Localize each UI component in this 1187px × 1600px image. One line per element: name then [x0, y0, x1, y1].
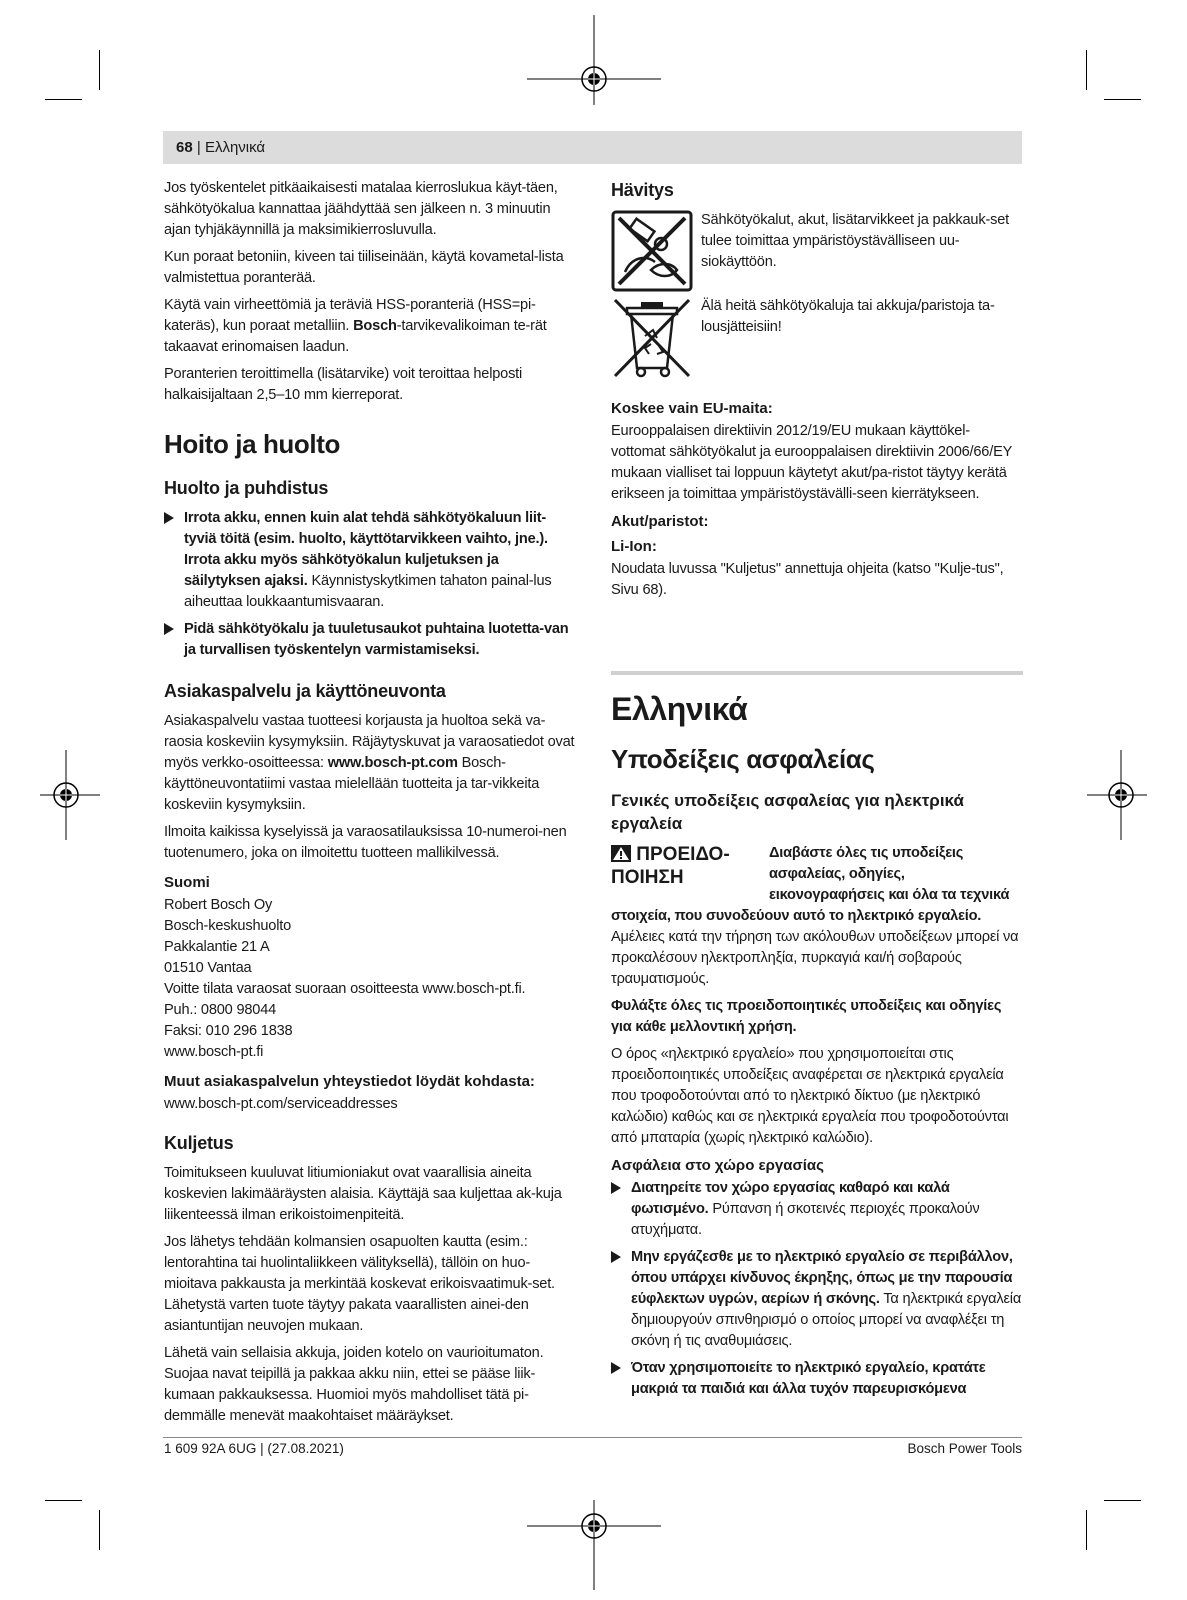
- address-line: www.bosch-pt.fi: [164, 1044, 264, 1060]
- paragraph: Sähkötyökalut, akut, lisätarvikkeet ja pakkauk-set tulee toimittaa ympäristöystävälliseen uu-siokäyttöön.: [701, 212, 1009, 270]
- language-section-title: Ελληνικά: [611, 691, 748, 727]
- address-line: Puh.: 0800 98044: [164, 1002, 277, 1018]
- list-item: Μην εργάζεσθε με το ηλεκτρικό εργαλείο σε περιβάλλον, όπου υπάρχει κίνδυνος έκρηξης, όπως με την παρουσία εύφλεκτων υγρών, αερίων ή σκόνης. Τα ηλεκτρικά εργαλεία δημιουργούν σπινθηρισμό ο οποίος μπορεί να αναφλέξει τη σκόνη ή τις αναθυμιάσεις.: [611, 1247, 1023, 1352]
- address-line: Bosch-keskushuolto: [164, 918, 292, 934]
- footer-brand: Bosch Power Tools: [907, 1441, 1022, 1456]
- address-line: Pakkalantie 21 A: [164, 939, 270, 955]
- country-title: Suomi: [164, 874, 210, 891]
- footer-doc-number: 1 609 92A 6UG | (27.08.2021): [164, 1441, 344, 1456]
- subsection-title: Huolto ja puhdistus: [164, 478, 329, 498]
- eu-title: Koskee vain EU-maita:: [611, 400, 773, 417]
- brand-name: Bosch: [353, 318, 397, 334]
- paragraph: Toimitukseen kuuluvat litiumioniakut ovat vaarallisia aineita koskevien lakimääräysten alaisia. Käyttäjä saa kuljettaa ak-kuja liikenteessä ilman erikoistoimenpiteitä.: [164, 1165, 562, 1223]
- page-number: 68: [176, 139, 193, 156]
- warning-triangle-icon: [611, 845, 631, 862]
- address-line: Robert Bosch Oy: [164, 897, 273, 913]
- address-line: Voitte tilata varaosat suoraan osoitteesta www.bosch-pt.fi.: [164, 981, 526, 997]
- registration-mark-icon: [527, 15, 661, 105]
- section-divider: [611, 671, 1023, 675]
- paragraph: Poranterien teroittimella (lisätarvike) voit teroittaa helposti halkaisijaltaan 2,5–10 mm kierreporat.: [164, 366, 523, 403]
- paragraph: Kun poraat betoniin, kiveen tai tiiliseinään, käytä kovametal-lista valmistettua poranterää.: [164, 249, 564, 286]
- list-item: Όταν χρησιμοποιείτε το ηλεκτρικό εργαλείο, κρατάτε μακριά τα παιδιά και άλλα τυχόν παρευρισκόμενα: [611, 1358, 1023, 1400]
- crossed-bin-icon: [611, 296, 693, 378]
- warning-text: Διαβάστε όλες τις υποδείξεις ασφαλείας, οδηγίες, εικονογραφήσεις και όλα τα τεχνικά στοιχεία, που συνοδεύουν αυτό το ηλεκτρικό εργαλείο. Αμέλειες κατά την τήρηση των ακόλουθων υποδείξεων μπορεί να προκαλέσουν ηλεκτροπληξία, πυρκαγιά και/ή σοβαρούς τραυματισμούς.: [611, 845, 1019, 987]
- crop-mark: [1104, 99, 1141, 100]
- crop-mark: [45, 1500, 82, 1501]
- paragraph: Φυλάξτε όλες τις προειδοποιητικές υποδείξεις και οδηγίες για κάθε μελλοντική χρήση.: [611, 998, 1002, 1035]
- subsection-title: Hävitys: [611, 180, 674, 200]
- header-separator: |: [196, 139, 201, 156]
- crop-mark: [1086, 50, 1087, 90]
- link[interactable]: www.bosch-pt.com: [327, 755, 458, 771]
- crop-mark: [99, 50, 100, 90]
- batteries-title: Akut/paristot:: [611, 513, 709, 530]
- list-item: Pidä sähkötyökalu ja tuuletusaukot puhtaina luotetta-van ja turvallisen työskentelyn varmistamiseksi.: [164, 619, 576, 661]
- subsection-title: Kuljetus: [164, 1133, 234, 1153]
- crop-mark: [1104, 1500, 1141, 1501]
- paragraph: Lähetä vain sellaisia akkuja, joiden kotelo on vaurioitumaton. Suojaa navat teipillä ja pakkaa akku niin, ettei se pääse liik-kumaan pakkauksessa. Huomioi myös mahdolliset tätä pi-demmälle menevät maakohtaiset määräykset.: [164, 1345, 544, 1424]
- crop-mark: [1086, 1510, 1087, 1550]
- paragraph: Asiakaspalvelu vastaa tuotteesi korjausta ja huoltoa sekä va-raosia koskeviin kysymyksiin. Räjäytyskuvat ja varaosatiedot ovat myös verkko-osoitteessa: www.bosch-pt.com Bosch-käyttöneuvontatiimi vastaa mielellään tuotteita ja tar-vikkeita koskeviin kysymyksiin.: [164, 713, 575, 813]
- header-language: Ελληνικά: [204, 139, 266, 156]
- left-column: [164, 178, 576, 1433]
- header-bar: [163, 131, 1022, 164]
- list-item: Irrota akku, ennen kuin alat tehdä sähkötyökaluun liit-tyviä töitä (esim. huolto, käyttötarvikkeen vaihto, jne.). Irrota akku myös sähkötyökalun kuljetuksen ja säilytyksen ajaksi. Käynnistyskytkimen tahaton painal-lus aiheuttaa loukkaantumisvaaran.: [164, 508, 576, 613]
- paragraph: Ilmoita kaikissa kyselyissä ja varaosatilauksissa 10-numeroi-nen tuotenumero, joka on ilmoitettu tuotteen mallikilvessä.: [164, 824, 567, 861]
- paragraph: Jos työskentelet pitkäaikaisesti matalaa kierroslukua käyt-täen, sähkötyökalua kannattaa jäähdyttää sen jälkeen n. 3 minuutin ajan tyhjäkäynnillä ja maksimikierrosluvulla.: [164, 180, 558, 238]
- li-ion-title: Li-Ion:: [611, 538, 657, 555]
- warning-block: [611, 843, 1023, 996]
- page-header: [176, 139, 265, 157]
- paragraph: Eurooppalaisen direktiivin 2012/19/EU mukaan käyttökel-vottomat sähkötyökalut ja eurooppalaisen direktiivin 2006/66/EY mukaan vialliset tai loppuun käytetyt akut/pa-ristot täytyy kerätä erikseen ja toimittaa ympäristöystävälli-seen kierrätykseen.: [611, 423, 1012, 502]
- warning-label: ΠΡΟΕΙΔΟ-ΠΟΙΗΣΗ: [611, 844, 730, 888]
- disposal-row: [611, 210, 1023, 296]
- registration-mark-icon: [1087, 750, 1147, 840]
- list-item: Διατηρείτε τον χώρο εργασίας καθαρό και καλά φωτισμένο. Ρύπανση ή σκοτεινές περιοχές προκαλούν ατυχήματα.: [611, 1178, 1023, 1241]
- bullet-triangle-icon: [164, 512, 174, 524]
- recycle-tool-icon: [611, 210, 693, 292]
- section-title: Hoito ja huolto: [164, 429, 340, 459]
- address-line: 01510 Vantaa: [164, 960, 252, 976]
- subsection-title: Γενικές υποδείξεις ασφαλείας για ηλεκτρικά εργαλεία: [611, 791, 964, 833]
- paragraph: Käytä vain virheettömiä ja teräviä HSS-poranteriä (HSS=pi-kateräs), kun poraat metalliin. Bosch-tarvikevalikoiman te-rät takaavat erinomaisen laadun.: [164, 297, 547, 355]
- workarea-title: Ασφάλεια στο χώρο εργασίας: [611, 1157, 824, 1174]
- registration-mark-icon: [527, 1500, 661, 1590]
- bullet-triangle-icon: [164, 623, 174, 635]
- crop-mark: [99, 1510, 100, 1550]
- section-title: Υποδείξεις ασφαλείας: [611, 744, 875, 774]
- paragraph: Jos lähetys tehdään kolmansien osapuolten kautta (esim.: lentorahtina tai huolintaliikkeen välityksellä), tällöin on huo-mioitava pakkausta ja merkintää koskevat erikoisvaatimuk-set. Lähetystä varten tuote täytyy pakata vaarallisten ainei-den asiantuntijan neuvojen mukaan.: [164, 1234, 555, 1334]
- footer-rule: [163, 1437, 1022, 1438]
- address-line: Faksi: 010 296 1838: [164, 1023, 293, 1039]
- disposal-row: [611, 296, 1023, 382]
- crop-mark: [45, 99, 82, 100]
- paragraph: Ο όρος «ηλεκτρικό εργαλείο» που χρησιμοποιείται στις προειδοποιητικές υποδείξεις αναφέρεται σε ηλεκτρικά εργαλεία που τροφοδοτούνται από το ηλεκτρικό δίκτυο (με ηλεκτρικό καλώδιο) καθώς και σε ηλεκτρικά εργαλεία που τροφοδοτούνται από μπαταρία (χωρίς ηλεκτρικό καλώδιο).: [611, 1046, 1009, 1146]
- subsection-title: Asiakaspalvelu ja käyttöneuvonta: [164, 681, 446, 701]
- bullet-triangle-icon: [611, 1362, 621, 1374]
- bullet-triangle-icon: [611, 1182, 621, 1194]
- more-contacts-title: Muut asiakaspalvelun yhteystiedot löydät kohdasta:: [164, 1073, 535, 1090]
- right-column: [611, 178, 1023, 1406]
- bullet-triangle-icon: [611, 1251, 621, 1263]
- paragraph: Noudata luvussa "Kuljetus" annettuja ohjeita (katso "Kulje-tus", Sivu 68).: [611, 561, 1004, 598]
- address-block: [164, 895, 576, 1063]
- link[interactable]: www.bosch-pt.com/serviceaddresses: [164, 1096, 398, 1112]
- paragraph: Älä heitä sähkötyökaluja tai akkuja/paristoja ta-lousjätteisiin!: [701, 298, 995, 335]
- registration-mark-icon: [40, 750, 100, 840]
